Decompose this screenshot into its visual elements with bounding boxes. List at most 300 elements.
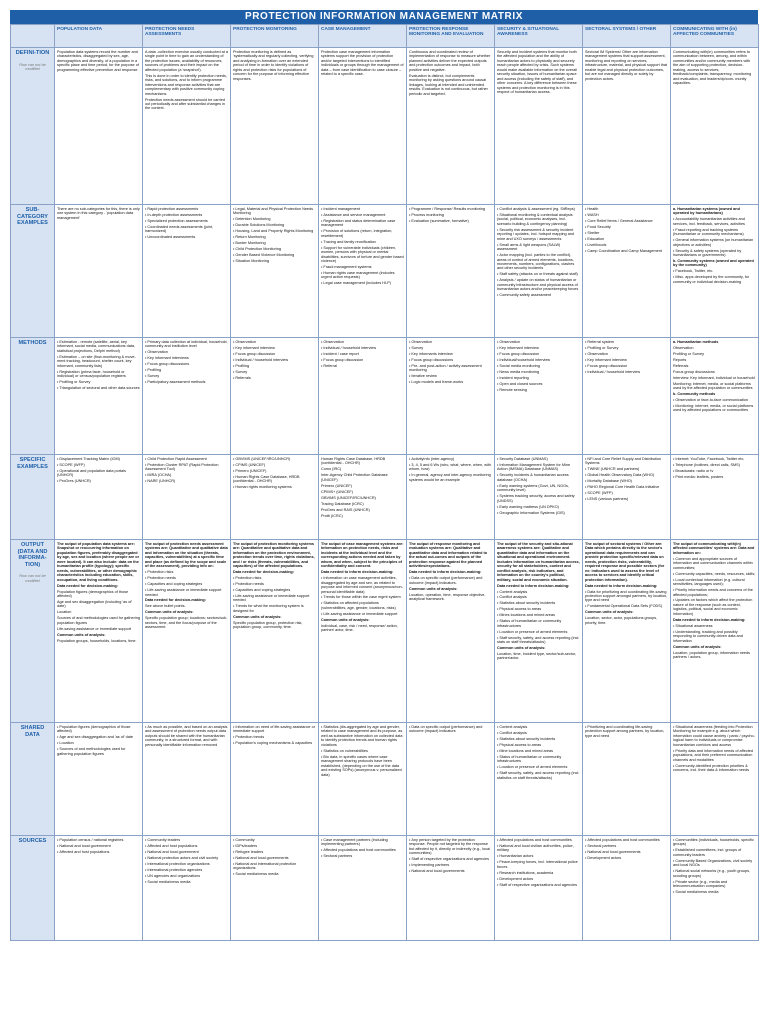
cell-bullet: • UN agencies and organizations: [145, 874, 228, 878]
cell-bullet: • Profiling or Survey: [585, 346, 668, 350]
cell-bullet: • Monitoring: internet, media, or social platforms used by affected populations or communities: [673, 404, 756, 413]
cell-bullet: • Referral: [321, 364, 404, 368]
cell-heading: The output of sectoral systems / Other are: Data which pertains directly to the sector's operational data requirements and can provide protection specific/relevant data on needs, protection risks, vulnerability, required response and possible sectors (for ex: indicators used to assess the level of access to services and identify critical protection information).: [585, 542, 665, 582]
cell-bullet: • Priority information needs and concerns of the affected populations;: [673, 588, 756, 597]
cell-bullet: • Staff security, safety, and access reporting (incl. stats on staff threats/attacks): [497, 636, 580, 645]
cell-bullet: • LENS (various partners): [585, 497, 668, 501]
matrix-cell: [319, 455, 407, 540]
matrix-cell: [231, 723, 319, 836]
cell-bullet: • Protection needs: [233, 582, 316, 586]
matrix-cell: [143, 205, 231, 338]
cell-bullet: • Observation or face-to-face communication: [673, 398, 756, 402]
cell-text: Profiling or Survey: [673, 351, 705, 356]
row-header-sources: [11, 836, 55, 941]
cell-bullet: • Population census / national registries: [57, 838, 140, 842]
cell-heading: Data needed to inform decision-making:: [321, 570, 394, 575]
cell-bullet: • Observation: [409, 340, 492, 344]
cell-bullet: • Primary data collection at individual, household, community and institution level: [145, 340, 228, 349]
cell-bullet: • Private sector (e.g., media and telecommunication companies): [673, 880, 756, 889]
cell-heading: Common units of analysis:: [57, 632, 106, 637]
cell-bullet: • International protection agencies: [145, 868, 228, 872]
cell-bullet: • Social media monitoring: [497, 364, 580, 368]
cell-text: Life-saving assistance or immediate support: [57, 626, 132, 631]
cell-text: CPIMS+ (UNICEF): [321, 489, 353, 494]
cell-bullet: • Border Monitoring: [233, 241, 316, 245]
cell-bullet: • Community safety assessment: [497, 293, 580, 297]
cell-bullet: • SCOPE (WFP): [57, 463, 140, 467]
matrix-cell: [583, 205, 671, 338]
cell-heading: Common units of analysis:: [321, 617, 370, 622]
cell-text: Protti (ICRC): [321, 513, 343, 518]
row-note: Row can not be modified: [19, 574, 46, 583]
cell-bullet: • NFI and Core Relief Supply and Distribution Systems: [585, 457, 668, 466]
cell-bullet: • Situation Monitoring: [233, 259, 316, 263]
matrix-cell: [407, 540, 495, 723]
cell-bullet: • Affected populations and host communities: [321, 848, 404, 852]
cell-bullet: • PAHO Regional Core Health Data Initiative: [585, 485, 668, 489]
cell-heading: Common units of analysis:: [673, 644, 722, 649]
row-header-specific-examples: [11, 455, 55, 540]
cell-bullet: • Physical access to areas: [497, 607, 580, 611]
column-header-protection-monitoring: PROTECTION MONITORING: [231, 25, 319, 48]
cell-bullet: • National and local governments: [585, 850, 668, 854]
cell-bullet: • Peace-keeping forces, incl. international police forces: [497, 860, 580, 869]
cell-bullet: • Education: [585, 237, 668, 241]
cell-heading: Common units of analysis:: [409, 586, 458, 591]
cell-text: Protection monitoring is defined as 'systematically and regularly collecting, verifying and analyzing in-formation over an extended period of time in order to identify violations of rights and protection risks for populations of concern for the purpose of informing effective responses.: [233, 50, 314, 81]
cell-text: Sectoral IM Systems/ Other are information management systems that support assessment, monitoring and reporting on services, infrastructure, material, and physical support that enable legal and physical protection outcomes, but are not managed directly or solely by protection actors.: [585, 50, 668, 81]
cell-bullet: • Broadcasts: radio or tv: [673, 469, 756, 473]
cell-bullet: • Affected populations and host communities: [497, 838, 580, 842]
cell-text: Observation: [673, 345, 694, 350]
cell-bullet: • Capacities and coping strategies: [145, 582, 228, 586]
cell-bullet: • Remote sensing: [497, 388, 580, 392]
cell-bullet: • Updates on factors which affect the protection nature of the response (such as context, logistics, political, social and economic information): [673, 598, 756, 616]
cell-bullet: • Bio data, in specific cases where case management sharing protocols have been established, (depending on the use of the data and existing SOPs) (anonymous v. personalized data): [321, 755, 404, 777]
cell-bullet: • Estimation - remote (satellite, aerial, key informant, social media, communications data, statistical projections, Delphi method): [57, 340, 140, 353]
cell-text: Specific population group, protection risk, population group, community, time.: [233, 620, 303, 630]
cell-bullet: • Food Security: [585, 225, 668, 229]
cell-heading: Data needed to inform decision-making:: [497, 583, 570, 588]
cell-bullet: • Status of humanitarian or community infrastructures: [497, 619, 580, 628]
cell-heading: Common units of analysis:: [497, 646, 546, 651]
matrix-cell: [407, 48, 495, 205]
cell-bullet: • Social media/news media: [233, 872, 316, 876]
cell-bullet: • Trends for those within the case mgmt system: [321, 595, 404, 599]
matrix-cell: [671, 338, 759, 455]
cell-bullet: • Protection risks: [145, 570, 228, 574]
cell-bullet: • Data on specific output (performance) and outcome (impact) indicators.: [409, 576, 492, 585]
matrix-cell: [143, 338, 231, 455]
cell-bullet: • National and local government: [57, 844, 140, 848]
cell-heading: Common units of analysis:: [233, 614, 282, 619]
row-methods: [11, 338, 759, 455]
cell-text: There are no sub-categories for this, there is only one system in this category - 'population data management': [57, 207, 140, 220]
cell-bullet: • Geographic Information Systems (GIS): [497, 511, 580, 515]
row-header-sub-category: [11, 205, 55, 338]
cell-bullet: • Iterative review: [409, 374, 492, 378]
cell-bullet: • Pre- and post-action / activity assessment monitoring: [409, 364, 492, 373]
cell-bullet: • Local contextual information (e.g. cultural sensitivities, languages used);: [673, 578, 756, 587]
matrix-cell: [55, 338, 143, 455]
cell-bullet: • Observation: [233, 340, 316, 344]
cell-bullet: • Age and sex disaggregation and 'as of' date: [57, 735, 140, 739]
cell-bullet: • Protection Cluster RPAT (Rapid Protection Assessment Tool): [145, 463, 228, 472]
cell-bullet: • Focus group discussion: [497, 352, 580, 356]
cell-heading: The output of response monitoring and evaluation systems are: Qualitative and quantitative data and information related to the actual out-comes and outputs of the protection response against the planned activities/expectations.: [409, 542, 488, 569]
cell-bullet: • Registration and status determination case management: [321, 219, 404, 228]
cell-bullet: • As much as possible, and based on an analysis and assessment of protection needs output data outputs should be shared with the humanitarian community, in a structured format, and with personally identifiable information removed: [145, 725, 228, 747]
matrix-cell: [407, 836, 495, 941]
cell-bullet: • News media monitoring: [497, 370, 580, 374]
cell-bullet: • 3, 4, 5 and 6 Ws (who, what, where, when, with whom, how): [409, 463, 492, 472]
cell-bullet: • MIRA (OCHA): [145, 473, 228, 477]
cell-bullet: • Affected and host populations: [57, 850, 140, 854]
matrix-cell: [495, 455, 583, 540]
cell-bullet: • Incident reporting: [497, 376, 580, 380]
matrix-cell: [55, 205, 143, 338]
matrix-cell: [583, 48, 671, 205]
cell-bullet: • Print media: leaflets, posters: [673, 475, 756, 479]
cell-bullet: • Prioritizing and coordinating life-saving protection support among partners, by location, type and need: [585, 725, 668, 738]
cell-bullet: • Location: [57, 741, 140, 745]
cell-bullet: • International protection organizations: [145, 862, 228, 866]
row-label: SHARED DATA: [20, 725, 45, 738]
matrix-cell: [319, 540, 407, 723]
cell-bullet: • Individual / household interview: [233, 358, 316, 362]
cell-bullet: • Referrals: [233, 376, 316, 380]
row-header-methods: [11, 338, 55, 455]
row-header-shared-data: [11, 723, 55, 836]
cell-heading: The output of protection monitoring systems are: Quantitative and qualitative data and information on the protection environment, protection trends over time, rights violations, and / or risks (threats, vulnerabilities, and capacities) of the affected populations.: [233, 542, 315, 569]
cell-bullet: • Focus group discussion: [321, 358, 404, 362]
cell-bullet: • Protection risks: [233, 576, 316, 580]
cell-text: Tracing Database (ICRC): [321, 501, 364, 506]
matrix-cell: [319, 338, 407, 455]
cell-bullet: • Uncoordinated assessments: [145, 235, 228, 239]
protection-matrix: [10, 10, 758, 941]
cell-text: Como (IRC): [321, 467, 342, 472]
cell-text: Location, sector, actor, populations groups, priority, time.: [585, 616, 658, 625]
row-label: METHODS: [18, 340, 47, 346]
cell-bullet: • Mortality Database (WHO): [585, 479, 668, 483]
cell-bullet: • WASH: [585, 213, 668, 217]
cell-bullet: • Any person targeted by the protection response. People not targeted by the response but affected by it, directly or indirectly (e.g., local communities): [409, 838, 492, 856]
cell-bullet: • Security incidents & humanitarian access database (OCHA): [497, 473, 580, 482]
cell-bullet: • Data on specific output (performance) and outcome (impact) indicators: [409, 725, 492, 734]
cell-bullet: • Process monitoring: [409, 213, 492, 217]
cell-bullet: • Referral system: [585, 340, 668, 344]
cell-bullet: • Protection needs: [145, 576, 228, 580]
column-header-sectoral-systems: SECTORAL SYSTEMS / OTHER: [583, 25, 671, 48]
cell-bullet: • Priority data and information needs of affected populations, and their preferred communication channels and modalities: [673, 749, 756, 762]
cell-bullet: • Observation: [497, 340, 580, 344]
matrix-cell: [671, 205, 759, 338]
cell-bullet: • Global Health Observatory Data (WHO): [585, 473, 668, 477]
cell-bullet: • Camp Coordination and Camp Management: [585, 249, 668, 253]
cell-text: Location, population group, information needs partners / actors.: [673, 650, 751, 659]
cell-bullet: • Fraud reporting and tracking systems (humanitarian or community mechanisms): [673, 228, 756, 237]
cell-text: Age and sex disaggregation (including 'as of' date): [57, 599, 133, 609]
cell-bullet: • Protection trends: [233, 735, 316, 739]
cell-bullet: • Coordinated needs assessments (joint, harmonized): [145, 225, 228, 234]
cell-bullet: • NARE (UNHCR): [145, 479, 228, 483]
cell-bullet: • Community: [233, 838, 316, 842]
cell-bullet: • Accountability humanitarian activities and services, incl. feedback, services, activities: [673, 217, 756, 226]
cell-bullet: • Fundamental Operational Data Sets (FODS): [585, 604, 668, 608]
cell-bullet: • Physical access to areas: [497, 743, 580, 747]
matrix-cell: [319, 723, 407, 836]
cell-bullet: • Information on case management activities, disaggregated by age and sex, as related to purpose and informed consent (anonymous/non-personal identifiable data): [321, 576, 404, 594]
page-title: PROTECTION INFORMATION MANAGEMENT MATRIX: [10, 10, 758, 24]
cell-text: Focus group discussions: [673, 369, 715, 374]
matrix-cell: [319, 836, 407, 941]
matrix-cell: [495, 836, 583, 941]
cell-bullet: • ProGres (UNHCR): [57, 479, 140, 483]
cell-bullet: • Communities (individuals, households, specific groups): [673, 838, 756, 847]
matrix-cell: [671, 836, 759, 941]
cell-heading: Data needed for decision-making:: [57, 583, 118, 588]
cell-bullet: • Early warning systems (Govt, UN, NGOs, community level): [497, 484, 580, 493]
matrix-cell: [671, 48, 759, 205]
matrix-cell: [407, 455, 495, 540]
cell-bullet: • Analysis / update on status of humanitarian or community infrastructure and physical access of humanitarian actors and/or peacekeeping forces: [497, 278, 580, 291]
cell-bullet: • Observation: [585, 352, 668, 356]
matrix-cell: [583, 455, 671, 540]
matrix-cell: [407, 723, 495, 836]
cell-bullet: • Individual / household interview: [321, 346, 404, 350]
cell-bullet: • Return Monitoring: [233, 235, 316, 239]
cell-bullet: • Telephone (hotlines, direct calls, SMS): [673, 463, 756, 467]
cell-text: Sources of and methodologies used for gathering population figures: [57, 616, 140, 625]
cell-bullet: • Facebook, Twitter, etc.: [673, 269, 756, 273]
cell-bullet: • Affected populations and host communities: [585, 838, 668, 842]
matrix-cell: [231, 48, 319, 205]
cell-heading: b. Community systems (owned and operated by the community): [673, 259, 754, 268]
cell-bullet: • Focus group discussion: [585, 364, 668, 368]
cell-bullet: • Registration (prima facie, household or individual) or census/population registers: [57, 370, 140, 379]
cell-bullet: • Child Protection Monitoring: [233, 247, 316, 251]
matrix-cell: [671, 540, 759, 723]
cell-text: Primero (UNICEF): [321, 483, 353, 488]
cell-bullet: • Human rights case management (includes urgent action requests): [321, 271, 404, 280]
cell-bullet: • Sectoral partners: [321, 854, 404, 858]
matrix-cell: [495, 205, 583, 338]
cell-bullet: • Focus group discussions: [145, 362, 228, 366]
cell-text: Monitoring: internet, media, or social platforms used by the affected population or communities: [673, 381, 753, 391]
cell-bullet: • Security risk assessment & security incident reporting / updates, incl. hotspot mapping and mine and UXO surveys / assessments: [497, 228, 580, 241]
cell-bullet: • Internet: YouTube, Facebook, Twitter etc.: [673, 457, 756, 461]
matrix-cell: [55, 540, 143, 723]
cell-text: Inter-Agency Child Protection Database (UNICEF): [321, 473, 388, 482]
cell-bullet: • National and local governments: [233, 856, 316, 860]
cell-bullet: • Specialized protection assessments: [145, 219, 228, 223]
cell-bullet: • Survey: [409, 346, 492, 350]
cell-heading: Data needed to inform decision-making:: [585, 583, 658, 588]
cell-heading: The output of case management systems are: Information on protection needs, risks and incidents at the individual level and the corresponding actions needed and taken by whom, and when, subject to the principles of confidentiality and consent.: [321, 542, 404, 569]
cell-heading: b. Community methods: [673, 392, 716, 397]
cell-bullet: • Conflict analysis & assessment (eg. SitReps): [497, 207, 580, 211]
cell-bullet: • Location or presence of armed elements: [497, 630, 580, 634]
matrix-cell: [671, 723, 759, 836]
matrix-cell: [495, 723, 583, 836]
matrix-cell: [231, 455, 319, 540]
cell-bullet: • Housing, Land and Property Rights Monitoring: [233, 229, 316, 233]
cell-bullet: • Systems tracking security, access and safety (UNDSS): [497, 494, 580, 503]
cell-bullet: • National protection actors and civil society: [145, 856, 228, 860]
cell-heading: a. Humanitarian systems (owned and operated by humanitarians): [673, 207, 740, 216]
row-label: SUB-CATEGORY EXAMPLES: [16, 207, 49, 227]
cell-heading: The output of the security and situ-ational awareness systems are: Qualitative and quantitative data and information on the situational and operational environment. Includes information on humanitarian access, security for all stakeholders, context and conflict analysis, risk indicators, and information on the country's political, military, social and economic situation.: [497, 542, 580, 582]
cell-bullet: • Gender Based Violence Monitoring: [233, 253, 316, 257]
cell-bullet: • GBVIMS (UNICEF/IRC/UNHCR): [233, 457, 316, 461]
cell-bullet: • Evaluation (summative, formative): [409, 219, 492, 223]
row-label: OUTPUT (DATA AND INFORMA-TION): [17, 542, 48, 568]
matrix-cell: [143, 836, 231, 941]
cell-bullet: • Context analysis: [497, 725, 580, 729]
cell-bullet: • Provision of solutions (return, integration, resettlement): [321, 229, 404, 238]
cell-bullet: • Staff security, safety, and access reporting (incl. statistics on staff threats/attacks): [497, 771, 580, 780]
row-label: DEFINI-TION: [15, 50, 50, 56]
cell-bullet: • Statistics on affected populations (vulnerabilities, age, gender, locations, risks): [321, 601, 404, 610]
cell-bullet: • Profiling: [145, 368, 228, 372]
row-shared-data: [11, 723, 759, 836]
cell-heading: Data needed for decision-making:: [145, 598, 206, 603]
row-note: Row can not be modified: [19, 62, 46, 71]
cell-heading: a. Humanitarian methods: [673, 340, 719, 344]
matrix-table: [10, 24, 759, 941]
cell-bullet: • Tracing and family reunification: [321, 240, 404, 244]
cell-bullet: • Conflict analysis: [497, 731, 580, 735]
cell-bullet: • Triangulation of sectoral and other data sources: [57, 386, 140, 390]
cell-bullet: • Life-saving assistance or immediate support needed: [233, 594, 316, 603]
cell-bullet: • Case management partners (including implementing partners): [321, 838, 404, 847]
cell-bullet: • Location or presence of armed elements: [497, 765, 580, 769]
cell-bullet: • Child Protection Rapid Assessment: [145, 457, 228, 461]
cell-bullet: • Development actors: [497, 877, 580, 881]
cell-bullet: • Information Management System for Mine Action (IMSMA) Database (UNMAS): [497, 463, 580, 472]
cell-text: Population figures (demographics of those affected): [57, 589, 129, 598]
cell-bullet: • Social media/news media: [145, 880, 228, 884]
cell-bullet: • Actor mapping (incl. parties to the conflict), areas of control of armed elements, locations, movements, numbers, configurations, clashes and other security incidents: [497, 253, 580, 271]
cell-text: Protection case management information systems support the provision of protection and/or targeted interventions to identified individuals or groups through the management of data – from case identification to case closure – related to a specific case.: [321, 50, 404, 77]
cell-text: This is done in order to identify protection needs, risks, and solutions, and to inform programme interventions and response activities that are complementary with positive community coping mechanisms.: [145, 73, 227, 96]
column-header-communicating-communities: COMMUNICATING WITH (in) AFFECTED COMMUNITIES: [671, 25, 759, 48]
cell-bullet: • Key informants interview: [409, 352, 492, 356]
cell-bullet: • National and local government: [145, 850, 228, 854]
cell-bullet: • Security Database (UNMAS): [497, 457, 580, 461]
cell-bullet: • Research institutions, academia: [497, 871, 580, 875]
cell-text: Location: [57, 610, 72, 615]
cell-bullet: • Focus group discussion: [233, 352, 316, 356]
cell-text: Continuous and coordinated review of implementation of response to measure whether planned activities deliver the expected outputs and protection outcomes and impact, both positive and negative.: [409, 50, 491, 72]
cell-bullet: • Focus group discussions: [409, 358, 492, 362]
cell-bullet: • Population figures (demographics of those affected): [57, 725, 140, 734]
row-output: [11, 540, 759, 723]
cell-bullet: • Status of humanitarian or community infrastructures: [497, 755, 580, 764]
column-header-security-awareness: SECURITY & SITUATIONAL AWARENESS: [495, 25, 583, 48]
cell-bullet: • Livelihoods: [585, 243, 668, 247]
matrix-cell: [143, 48, 231, 205]
cell-bullet: • Community-identified protection priorities & concerns, incl. their data & information needs: [673, 764, 756, 773]
cell-bullet: • Observation: [145, 350, 228, 354]
cell-bullet: • National and local governments: [409, 869, 492, 873]
matrix-cell: [143, 540, 231, 723]
cell-heading: The output of communicating with(in) affected communities' systems are: Data and information on:: [673, 542, 755, 555]
matrix-cell: [319, 48, 407, 205]
cell-bullet: • ActivityInfo (inter-agency): [409, 457, 492, 461]
cell-bullet: • Development actors: [585, 856, 668, 860]
matrix-cell: [55, 455, 143, 540]
cell-bullet: • Security & safety systems (operated by humanitarians or governments): [673, 249, 756, 258]
matrix-cell: [583, 723, 671, 836]
cell-bullet: • Rapid protection assessments: [145, 207, 228, 211]
cell-text: Specific population group; locations; sectors/sub-sectors, time, and the focus/purpose of the assessment.: [145, 616, 228, 630]
cell-text: GBVIMS (UNICEF/IRC/UNHCR): [321, 495, 376, 500]
cell-bullet: • Data for prioritizing and coordinating life-saving protection support amongst partners, by location, type and need: [585, 590, 668, 603]
cell-bullet: • Profiling: [233, 364, 316, 368]
cell-bullet: • Community Based Organizations, civil society and local NGOs: [673, 859, 756, 868]
cell-text: Evaluation is distinct, but complements monitoring by asking questions around causal linkages, looking at intended and unintended results. Evaluation is not continuous, but rather periodic and targeted.: [409, 73, 488, 96]
cell-bullet: • Survey: [233, 370, 316, 374]
cell-bullet: • Life-saving assistance or immediate support needed: [145, 588, 228, 597]
cell-bullet: • Core Relief Items / General Assistance: [585, 219, 668, 223]
cell-bullet: • Conflict analysis: [497, 595, 580, 599]
cell-bullet: • Survey: [145, 374, 228, 378]
cell-text: Population groups, households, locations, time.: [57, 638, 137, 643]
cell-bullet: • Incident management: [321, 207, 404, 211]
cell-bullet: • General information systems (on humanitarian objectives or activities): [673, 238, 756, 247]
cell-bullet: • Support for vulnerable individuals (children, women, persons with physical or mental disabilities, survivors of torture and gender based violence): [321, 246, 404, 264]
matrix-cell: [143, 723, 231, 836]
matrix-cell: [407, 338, 495, 455]
cell-text: Individual, case, risk / need, response/ action, partner/ actor, time.: [321, 623, 398, 633]
cell-heading: Data needed for decision-making:: [233, 570, 294, 575]
cell-bullet: • Established committees, incl. groups of community leaders: [673, 848, 756, 857]
cell-bullet: • Social media/news media: [673, 890, 756, 894]
cell-bullet: • TWINE (UNHCR and partners): [585, 467, 668, 471]
cell-bullet: • Incident / case report: [321, 352, 404, 356]
matrix-cell: [407, 205, 495, 338]
column-header-response-monitoring: PROTECTION RESPONSE MONITORING AND EVALUATION: [407, 25, 495, 48]
cell-bullet: • Information on need of life-saving assistance or immediate support: [233, 725, 316, 734]
cell-text: Location, operation, time, response objective, analytical framework.: [409, 592, 486, 601]
matrix-cell: [143, 455, 231, 540]
cell-bullet: • Refugee leaders: [233, 850, 316, 854]
cell-bullet: • Common and appropriate sources of information and communication channels within communities;: [673, 557, 756, 570]
cell-bullet: • Understanding, tracking and possibly responding to community-driven data and information: [673, 630, 756, 643]
matrix-cell: [583, 836, 671, 941]
cell-heading: Data needed to inform decision-making:: [673, 617, 746, 622]
cell-text: Reports: [673, 357, 687, 362]
cell-heading: The output of protection needs assessment systems are: Quantitative and qualitative data and information on the situation (threats, capacities, vulnerabilities) at a specific time and place (as defined by the scope and scale of the assessment), providing info on:: [145, 542, 228, 569]
cell-bullet: • Population's coping mechanisms & capacities: [233, 741, 316, 745]
cell-text: Protection needs assessment should be carried out periodically and after substantial changes in the context.: [145, 97, 225, 111]
matrix-cell: [671, 455, 759, 540]
cell-heading: Common units of analysis:: [585, 610, 634, 615]
matrix-cell: [55, 836, 143, 941]
cell-text: Human Rights Case Database, HRDB (confidential - OHCHR): [321, 457, 386, 466]
cell-bullet: • Statistics about security incidents: [497, 737, 580, 741]
matrix-cell: [55, 723, 143, 836]
column-header-case-management: CASE MANAGEMENT: [319, 25, 407, 48]
cell-bullet: • Legal case management (includes HLP): [321, 281, 404, 285]
cell-bullet: • Situational awareness (feeding into Protection Monitoring for example e.g. about which information could cause anxiety / panic / psycho-logical harm to individuals or compromise humanitarian corridors and access: [673, 725, 756, 747]
cell-bullet: • Mines locations and mined areas: [497, 613, 580, 617]
matrix-cell: [231, 836, 319, 941]
cell-bullet: • Key informant interviews: [145, 356, 228, 360]
cell-bullet: • Individual / household interview: [585, 370, 668, 374]
